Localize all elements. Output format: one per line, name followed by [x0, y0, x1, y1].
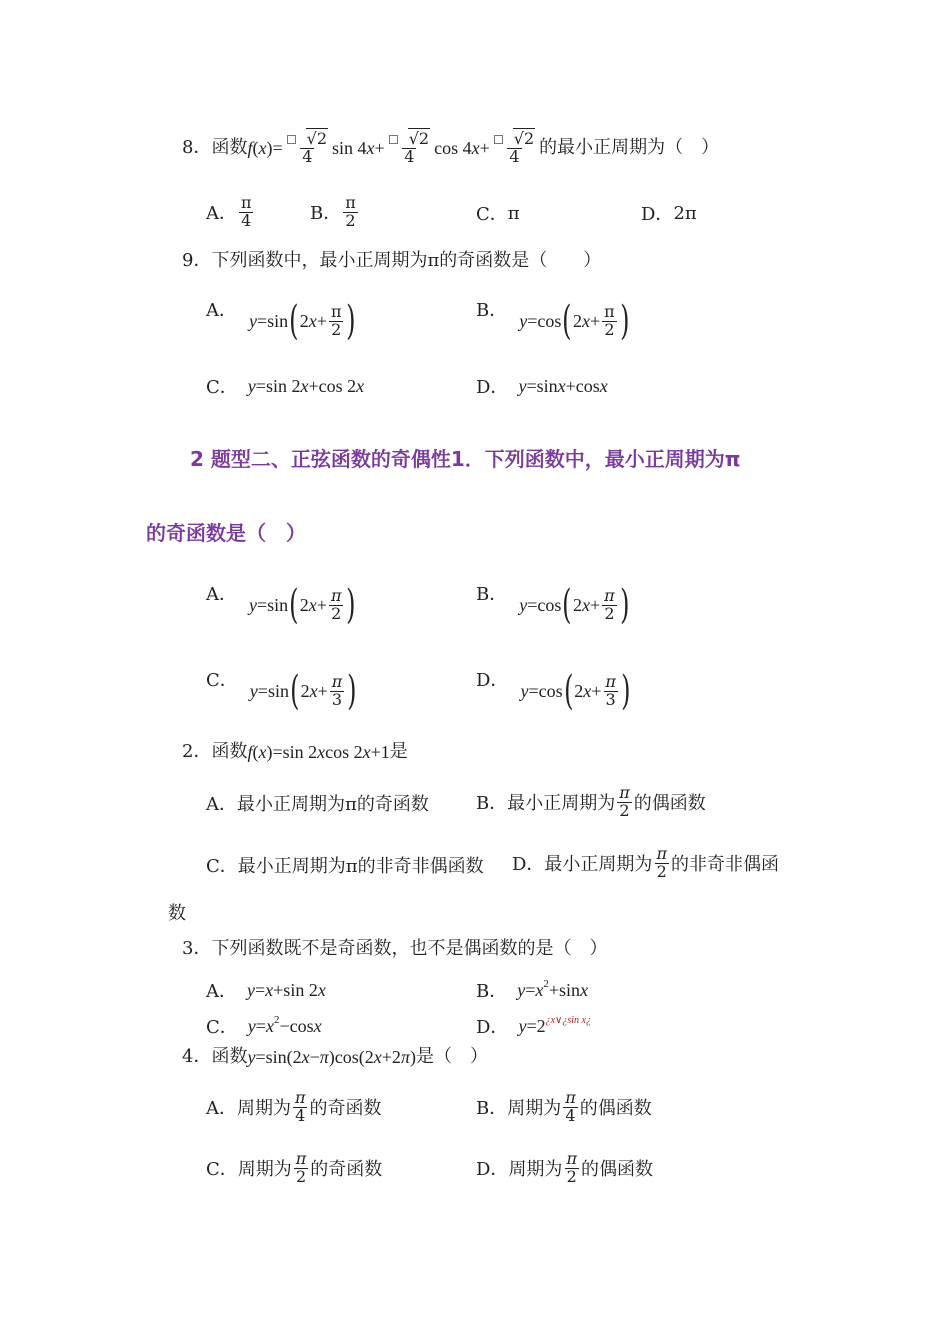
q4-option-c[interactable]: C． 周期为 $\frac{\pi}{2}$ 的奇函数 [206, 1148, 383, 1186]
q8-option-a[interactable]: A． $\frac{\pi}{4}$ [206, 192, 252, 230]
q2-option-d-wrap: 数 [168, 903, 186, 924]
q3-option-b[interactable]: B． $y=x^2+\sin x$ [476, 977, 589, 1002]
q9-stem: 9．下列函数中，最小正周期为π的奇函数是（ ） [182, 250, 602, 271]
q9-option-a[interactable]: A． y=sin ( 2x+ $\frac{\pi}{2}$ ) [206, 298, 356, 344]
q4-option-a[interactable]: A． 周期为 $\frac{\pi}{4}$ 的奇函数 [206, 1087, 382, 1125]
q9-option-d[interactable]: D． y=sinx+cosx [476, 375, 608, 398]
q8-option-d[interactable]: D． 2π [641, 202, 697, 225]
q8-coef-3: $\frac{√2}{4}$ [492, 131, 537, 166]
q2-stem: 2．函数 f(x)=sin 2xcos 2x+1 是 [182, 741, 408, 762]
q2-option-d[interactable]: D．最小正周期为 $\frac{\pi}{2}$ 的非奇非偶函 [512, 843, 779, 881]
q8-option-b[interactable]: B． $\frac{\pi}{2}$ [310, 192, 356, 230]
q4-option-d[interactable]: D． 周期为 $\frac{\pi}{2}$ 的偶函数 [476, 1148, 653, 1186]
section-heading-line1: 2 题型二、正弦函数的奇偶性1．下列函数中，最小正周期为π [190, 447, 741, 471]
q8-option-c[interactable]: C． π [476, 202, 520, 225]
q2-option-a[interactable]: A．最小正周期为π的奇函数 [206, 794, 429, 815]
section-option-b[interactable]: B． y=cos ( 2x+ $\frac{\pi}{2}$ ) [476, 582, 630, 628]
q9-option-b[interactable]: B． y=cos ( 2x+ $\frac{\pi}{2}$ ) [476, 298, 630, 344]
q3-option-d[interactable]: D． $y=2^{¿x\vee¿sin x¿}$ [476, 1014, 591, 1038]
q8-coef-2: $\frac{√2}{4}$ [387, 131, 432, 166]
q9-option-c[interactable]: C． y=sin 2x+cos 2x [206, 375, 365, 398]
section-option-c[interactable]: C． y=sin ( 2x+ $\frac{\pi}{3}$ ) [206, 668, 357, 714]
q3-option-c[interactable]: C． $y=x^2-\cos x$ [206, 1013, 322, 1038]
section-heading-line2: 的奇函数是（ ） [146, 521, 306, 545]
q3-option-a[interactable]: A． y=x+sin 2x [206, 979, 326, 1002]
q4-stem: 4．函数 y=sin(2x−π)cos(2x+2π) 是（ ） [182, 1046, 488, 1067]
section-option-a[interactable]: A． y=sin ( 2x+ $\frac{\pi}{2}$ ) [206, 582, 356, 628]
q2-option-c[interactable]: C．最小正周期为π的非奇非偶函数 [206, 856, 484, 877]
q8-coef-1: $\frac{√2}{4}$ [285, 131, 330, 166]
q4-option-b[interactable]: B． 周期为 $\frac{\pi}{4}$ 的偶函数 [476, 1087, 652, 1125]
section-option-d[interactable]: D． y=cos ( 2x+ $\frac{\pi}{3}$ ) [476, 668, 631, 714]
q2-option-b[interactable]: B．最小正周期为 $\frac{\pi}{2}$ 的偶函数 [476, 782, 706, 820]
q3-stem: 3．下列函数既不是奇函数，也不是偶函数的是（ ） [182, 938, 608, 959]
q8-stem: 8． 函数 f(x)= $\frac{√2}{4}$ sin 4x+ $\frac{√2}{4}$ cos 4x+ $\frac{√2}{4}$ 的最小正周期为（ ） [182, 128, 720, 166]
